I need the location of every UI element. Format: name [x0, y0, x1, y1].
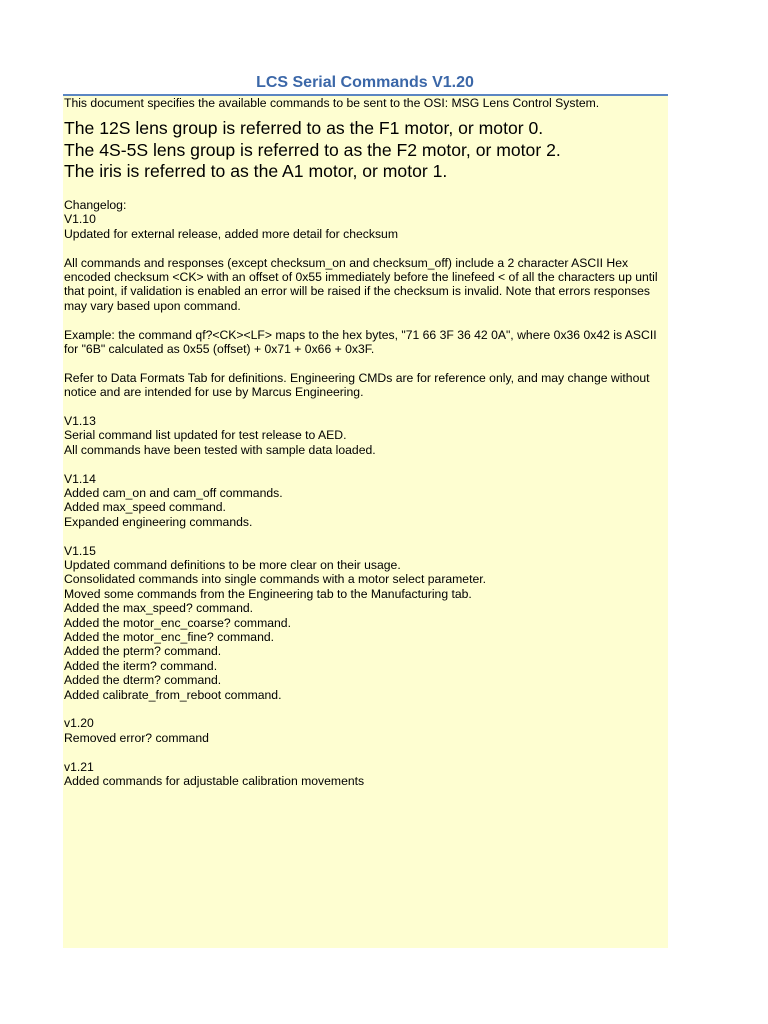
document-body: [64, 96, 668, 788]
version-1-15-note: Consolidated commands into single commands with a motor select parameter.: [64, 572, 487, 587]
version-1-14: V1.14: [64, 471, 96, 486]
version-1-13: V1.13: [64, 413, 96, 428]
version-1-15-note: Added the iterm? command.: [64, 658, 218, 673]
version-1-14-note: Added cam_on and cam_off commands.: [64, 485, 283, 500]
version-1-20: v1.20: [64, 716, 94, 731]
version-1-15-note: Updated command definitions to be more clear on their usage.: [64, 557, 401, 572]
version-1-15-note: Added calibrate_from_reboot command.: [64, 687, 282, 702]
refer-paragraph: Refer to Data Formats Tab for definitions. Engineering CMDs are for reference only, and may change without notice and are intended for use by Marcus Engineering.: [64, 370, 650, 400]
version-1-15-note: Added the dterm? command.: [64, 673, 222, 688]
version-1-10: V1.10: [64, 212, 96, 227]
version-1-15-note: Added the pterm? command.: [64, 644, 222, 659]
version-1-20-note: Removed error? command: [64, 730, 209, 745]
version-1-15-note: Added the motor_enc_fine? command.: [64, 630, 275, 644]
version-1-15-note: Added the max_speed? command.: [64, 601, 254, 616]
version-1-15-note: Moved some commands from the Engineering tab to the Manufacturing tab.: [64, 586, 472, 601]
version-1-10-note: Updated for external release, added more detail for checksum: [64, 226, 398, 241]
version-1-13-note: All commands have been tested with sample data loaded.: [64, 442, 376, 457]
version-1-15-note: Added the motor_enc_coarse? command.: [64, 615, 291, 630]
version-1-13-note: Serial command list updated for test release to AED.: [64, 428, 347, 443]
motor-f2-line: The 4S-5S lens group is referred to as the F2 motor, or motor 2.: [64, 139, 561, 160]
version-1-15: V1.15: [64, 543, 96, 558]
motor-f1-line: The 12S lens group is referred to as the F1 motor, or motor 0.: [64, 118, 544, 139]
example-paragraph: Example: the command qf?<CK><LF> maps to the hex bytes, "71 66 3F 36 42 0A", where 0x36 0x42 is ASCII for "6B" calculated as 0x55 (offset) + 0x71 + 0x66 + 0x3F.: [64, 327, 657, 356]
intro-text: This document specifies the available commands to be sent to the OSI: MSG Lens Control System.: [64, 96, 600, 110]
version-1-21: v1.21: [64, 759, 94, 774]
version-1-21-note: Added commands for adjustable calibration movements: [64, 774, 365, 789]
motor-a1-line: The iris is referred to as the A1 motor, or motor 1.: [64, 161, 448, 182]
version-1-14-note: Added max_speed command.: [64, 500, 226, 515]
document-title: LCS Serial Commands V1.20: [256, 74, 474, 91]
version-1-14-note: Expanded engineering commands.: [64, 514, 253, 529]
changelog-label: Changelog:: [64, 197, 127, 212]
checksum-paragraph: All commands and responses (except checksum_on and checksum_off) include a 2 character ASCII Hex encoded checksum <CK> with an offset of 0x55 immediately before the linefeed < of all the characters up until that point, if validation is enabled an error will be raised if the checksum is invalid. Note that errors responses may vary based upon command.: [64, 255, 658, 313]
